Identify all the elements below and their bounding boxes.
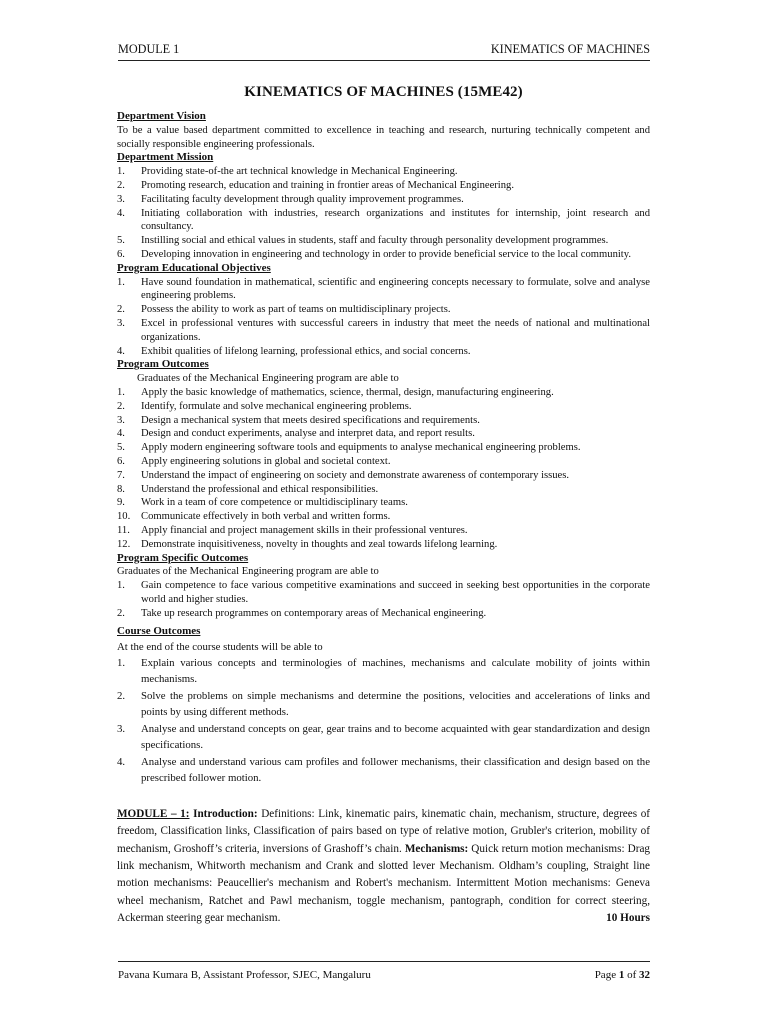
page-number: 1	[618, 969, 625, 981]
list-item	[117, 524, 650, 538]
mission-heading: Department Mission	[117, 151, 214, 164]
item-number: 3.	[117, 317, 125, 329]
item-text: Analyse and understand various cam profiles and follower mechanisms, their classification and design based on the prescribed follower motion.	[141, 756, 650, 785]
page-footer	[118, 961, 650, 981]
list-item	[117, 386, 650, 400]
list-item	[117, 179, 650, 193]
list-item	[117, 414, 650, 428]
item-text: Design a mechanical system that meets desired specifications and requirements.	[141, 414, 480, 426]
item-number: 6.	[117, 455, 125, 467]
co-heading: Course Outcomes	[117, 625, 201, 638]
item-text: Understand the impact of engineering on society and demonstrate awareness of contemporary issues.	[141, 469, 570, 481]
item-text: Design and conduct experiments, analyse and interpret data, and report results.	[141, 428, 475, 440]
item-text: Apply financial and project management skills in their professional ventures.	[141, 524, 468, 536]
item-text: Understand the professional and ethical responsibilities.	[141, 483, 379, 495]
item-number: 11.	[117, 524, 130, 536]
list-item	[117, 607, 650, 621]
module-syllabus	[117, 806, 650, 927]
item-text: Solve the problems on simple mechanisms and determine the positions, velocities and accelerations of links and points by using different methods.	[141, 690, 650, 719]
mechanisms-text: Quick return motion mechanisms: Drag link mechanism, Whitworth mechanism and Crank and slotted lever Mechanism. Oldham’s coupling, Straight line motion mechanisms: Peaucellier's mechanism and Robert's mechanism. Intermittent Motion mechanisms: Geneva wheel mechanism, Ratchet and Pawl mechanism, toggle mechanism, pantograph, condition for correct steering, Ackerman steering gear mechanism.	[117, 842, 651, 924]
module-label: MODULE – 1:	[117, 808, 190, 821]
introduction-text: Definitions: Link, kinematic pairs, kinematic chain, mechanism, structure, degrees of freedom, Classification links, Classification of pairs based on type of relative motion, Grubler's criterion, mobility of mechanism, Groshoff’s criteria, inversions of Grashoff’s chain.	[117, 808, 651, 855]
item-number: 5.	[117, 442, 125, 454]
item-number: 2.	[117, 400, 125, 412]
item-number: 9.	[117, 497, 125, 509]
item-text: Developing innovation in engineering and technology in order to provide beneficial service to the local community.	[141, 248, 632, 260]
po-list	[117, 386, 650, 552]
item-text: Communicate effectively in both verbal and written forms.	[141, 511, 391, 523]
item-text: Demonstrate inquisitiveness, novelty in thoughts and zeal towards lifelong learning.	[141, 538, 498, 550]
item-text: Apply engineering solutions in global and societal context.	[141, 455, 391, 467]
item-text: Take up research programmes on contemporary areas of Mechanical engineering.	[141, 607, 487, 619]
item-number: 2.	[117, 607, 125, 619]
item-number: 4.	[117, 428, 125, 440]
list-item	[117, 193, 650, 207]
item-number: 3.	[117, 193, 125, 205]
list-item	[117, 722, 650, 754]
item-text: Identify, formulate and solve mechanical engineering problems.	[141, 400, 412, 412]
item-number: 10.	[117, 511, 131, 523]
list-item	[117, 165, 650, 179]
item-number: 2.	[117, 179, 125, 191]
item-number: 1.	[117, 657, 126, 670]
module-hours: 10 Hours	[606, 911, 650, 924]
list-item	[117, 427, 650, 441]
item-number: 4.	[117, 207, 125, 219]
header-course: KINEMATICS OF MACHINES	[490, 42, 650, 56]
list-item	[117, 469, 650, 483]
item-number: 3.	[117, 723, 126, 736]
list-item	[117, 345, 650, 359]
item-text: Apply the basic knowledge of mathematics, science, thermal, design, manufacturing engineering.	[141, 386, 554, 398]
page-header	[118, 40, 650, 61]
list-item	[117, 400, 650, 414]
po-intro: Graduates of the Mechanical Engineering program are able to	[137, 373, 399, 385]
item-text: Promoting research, education and training in frontier areas of Mechanical Engineering.	[141, 179, 514, 191]
list-item	[117, 483, 650, 497]
list-item	[117, 276, 650, 304]
list-item	[117, 303, 650, 317]
footer-author: Pavana Kumara B, Assistant Professor, SJEC, Mangaluru	[118, 969, 371, 981]
list-item	[117, 317, 650, 345]
list-item	[117, 755, 650, 787]
co-intro: At the end of the course students will be able to	[117, 641, 323, 654]
item-number: 2.	[117, 304, 125, 316]
list-item	[117, 656, 650, 688]
pso-heading: Program Specific Outcomes	[117, 551, 249, 564]
item-number: 5.	[117, 235, 125, 247]
item-text: Gain competence to face various competitive examinations and succeed in seeking best opportunities in the corporate world and higher studies.	[141, 580, 650, 605]
list-item	[117, 207, 650, 235]
list-item	[117, 538, 650, 552]
item-text: Analyse and understand concepts on gear, gear trains and to become acquainted with gear standardization and design specifications.	[141, 723, 650, 752]
list-item	[117, 455, 650, 469]
item-text: Initiating collaboration with industries, research organizations and institutes for internship, joint research and consultancy.	[141, 207, 650, 233]
list-item	[117, 510, 650, 524]
pso-list	[117, 579, 650, 620]
mission-list	[117, 165, 650, 262]
list-item	[117, 689, 650, 721]
item-number: 3.	[117, 414, 125, 426]
vision-text: To be a value based department committed to excellence in teaching and research, nurturing technically competent and socially responsible engineering professionals.	[117, 124, 650, 150]
co-list	[117, 656, 650, 787]
item-text: Have sound foundation in mathematical, scientific and engineering concepts necessary to formulate, solve and analyse engineering problems.	[141, 276, 650, 302]
list-item	[117, 234, 650, 248]
item-text: Exhibit qualities of lifelong learning, professional ethics, and social concerns.	[141, 345, 471, 357]
item-number: 7.	[117, 469, 125, 481]
list-item	[117, 579, 650, 607]
item-number: 6.	[117, 248, 125, 260]
document-body	[117, 84, 650, 927]
item-number: 8.	[117, 483, 125, 495]
item-number: 1.	[117, 166, 125, 178]
item-number: 4.	[117, 756, 126, 769]
header-module: MODULE 1	[118, 42, 180, 56]
item-text: Apply modern engineering software tools and equipments to analyse mechanical engineering problems.	[141, 442, 581, 454]
item-number: 4.	[117, 345, 125, 357]
introduction-label: Introduction:	[193, 808, 258, 821]
item-number: 12.	[117, 538, 131, 550]
item-text: Explain various concepts and terminologies of machines, mechanisms and calculate mobility of joints within mechanisms.	[141, 657, 650, 686]
list-item	[117, 248, 650, 262]
po-heading: Program Outcomes	[117, 358, 209, 371]
item-text: Work in a team of core competence or multidisciplinary teams.	[141, 497, 408, 509]
item-text: Instilling social and ethical values in students, staff and faculty through personality development programmes.	[141, 235, 609, 247]
item-text: Excel in professional ventures with successful careers in industry that meet the needs of national and multinational organizations.	[141, 317, 650, 343]
page-indicator	[595, 969, 650, 981]
of-word: of	[627, 969, 637, 981]
page-total: 32	[639, 969, 650, 981]
peo-heading: Program Educational Objectives	[117, 261, 271, 274]
pso-intro: Graduates of the Mechanical Engineering program are able to	[117, 566, 379, 578]
item-number: 1.	[117, 386, 125, 398]
list-item	[117, 496, 650, 510]
item-number: 1.	[117, 580, 125, 592]
page-word: Page	[594, 969, 617, 981]
course-outcomes-section	[117, 624, 650, 787]
item-text: Providing state-of-the art technical knowledge in Mechanical Engineering.	[141, 166, 458, 178]
item-text: Facilitating faculty development through quality improvement programmes.	[141, 193, 464, 205]
page-title: KINEMATICS OF MACHINES (15ME42)	[244, 84, 523, 100]
mechanisms-label: Mechanisms:	[404, 842, 469, 855]
item-number: 2.	[117, 690, 126, 703]
peo-list	[117, 276, 650, 359]
item-text: Possess the ability to work as part of teams on multidisciplinary projects.	[141, 304, 451, 316]
list-item	[117, 441, 650, 455]
vision-heading: Department Vision	[117, 110, 206, 122]
item-number: 1.	[117, 276, 125, 288]
